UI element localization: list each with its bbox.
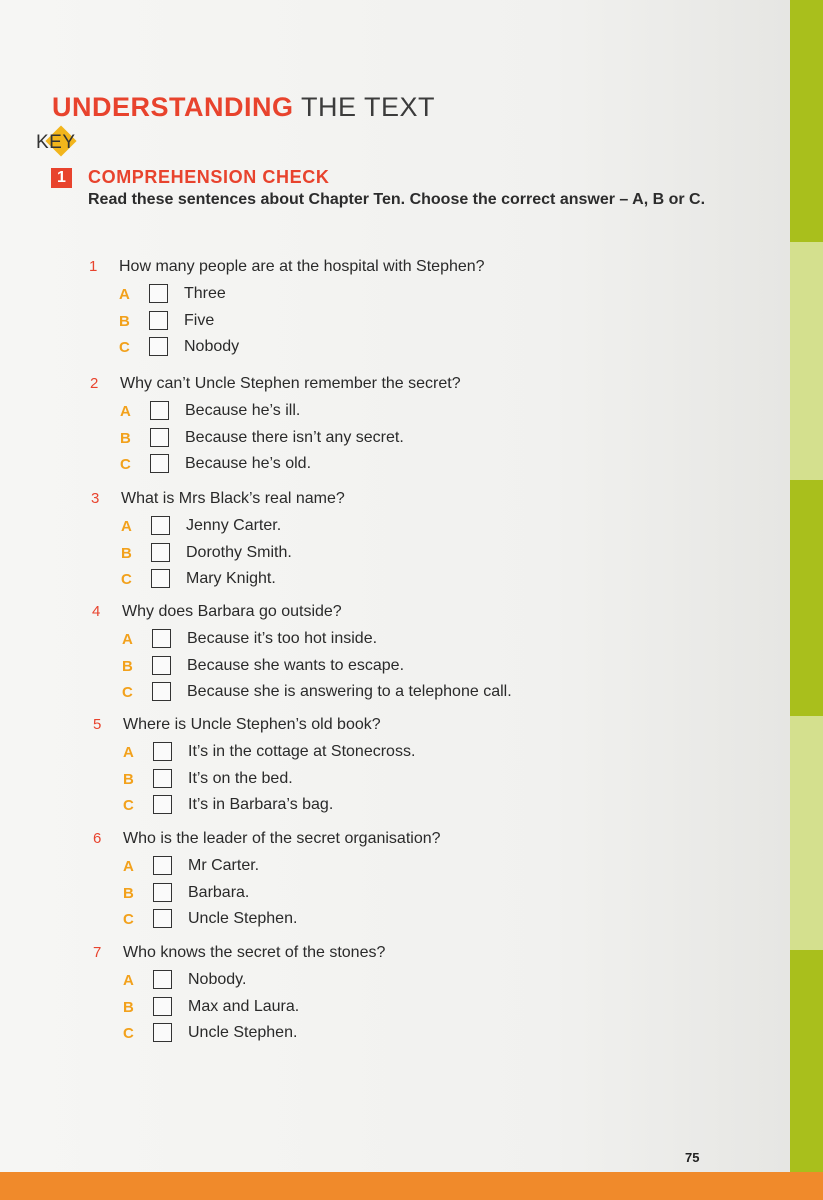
question-text: Who is the leader of the secret organisation?	[123, 830, 441, 847]
option-text: Because it’s too hot inside.	[187, 630, 378, 647]
option-letter: A	[123, 744, 134, 761]
option-text: It’s in the cottage at Stonecross.	[188, 743, 416, 760]
answer-checkbox[interactable]	[151, 569, 170, 588]
option-letter: C	[123, 911, 134, 929]
answer-checkbox[interactable]	[150, 401, 169, 420]
exercise-instructions: Read these sentences about Chapter Ten. Choose the correct answer – A, B or C.	[88, 191, 706, 208]
answer-checkbox[interactable]	[153, 1023, 172, 1042]
tab-green-light	[790, 242, 823, 480]
answer-checkbox[interactable]	[152, 656, 171, 675]
option-text: Nobody.	[188, 971, 247, 988]
page-number: 75	[685, 1150, 700, 1165]
option-text: Because she wants to escape.	[187, 656, 405, 674]
question-number: 4	[92, 603, 101, 620]
option-letter: A	[122, 631, 133, 648]
option-text: It’s on the bed.	[188, 769, 293, 787]
answer-checkbox[interactable]	[153, 883, 172, 902]
answer-checkbox[interactable]	[153, 970, 172, 989]
question-number: 7	[93, 944, 102, 961]
option-letter: A	[123, 972, 134, 989]
answer-checkbox[interactable]	[149, 337, 168, 356]
option-letter: C	[119, 339, 130, 357]
tab-green-dark	[790, 950, 823, 1172]
question-number: 5	[93, 716, 102, 733]
option-letter: B	[120, 429, 131, 447]
option-letter: B	[121, 544, 132, 562]
answer-checkbox[interactable]	[152, 682, 171, 701]
section-title	[52, 92, 435, 123]
key-label: KEY	[36, 132, 76, 153]
option-text: Because he’s ill.	[185, 402, 301, 419]
option-text: Because she is answering to a telephone call.	[187, 683, 512, 701]
answer-checkbox[interactable]	[153, 997, 172, 1016]
answer-checkbox[interactable]	[150, 454, 169, 473]
option-letter: B	[119, 312, 130, 330]
question-number: 2	[90, 375, 99, 392]
option-letter: C	[122, 684, 133, 702]
answer-checkbox[interactable]	[153, 856, 172, 875]
question-text: Who knows the secret of the stones?	[123, 944, 386, 961]
option-text: Five	[184, 311, 215, 329]
bottom-color-bar	[0, 1172, 823, 1200]
option-text: Mary Knight.	[186, 570, 276, 588]
chapter-color-tabs	[790, 0, 823, 1172]
option-letter: C	[123, 1025, 134, 1043]
answer-checkbox[interactable]	[151, 543, 170, 562]
answer-checkbox[interactable]	[153, 769, 172, 788]
option-letter: C	[123, 797, 134, 815]
answer-checkbox[interactable]	[149, 311, 168, 330]
tab-green-light	[790, 716, 823, 950]
question-text: How many people are at the hospital with Stephen?	[119, 258, 485, 275]
option-text: Uncle Stephen.	[188, 910, 298, 928]
question-text: Where is Uncle Stephen’s old book?	[123, 716, 381, 733]
answer-checkbox[interactable]	[149, 284, 168, 303]
option-letter: A	[123, 858, 134, 875]
option-text: Uncle Stephen.	[188, 1024, 298, 1042]
option-text: Jenny Carter.	[186, 517, 282, 534]
option-text: Mr Carter.	[188, 857, 260, 874]
question-number: 1	[89, 258, 98, 275]
section-title-highlight: UNDERSTANDING	[52, 92, 294, 122]
answer-checkbox[interactable]	[150, 428, 169, 447]
option-letter: B	[123, 770, 134, 788]
option-letter: B	[122, 657, 133, 675]
option-letter: A	[121, 518, 132, 535]
option-text: Three	[184, 285, 226, 302]
question-text: Why does Barbara go outside?	[122, 603, 342, 620]
option-letter: A	[120, 403, 131, 420]
option-text: Barbara.	[188, 883, 250, 901]
option-letter: B	[123, 884, 134, 902]
section-title-rest: THE TEXT	[301, 92, 436, 122]
option-text: Nobody	[184, 338, 240, 356]
exercise-title: COMPREHENSION CHECK	[88, 167, 330, 187]
tab-green-dark	[790, 480, 823, 716]
answer-checkbox[interactable]	[151, 516, 170, 535]
key-badge	[36, 128, 92, 162]
question-number: 3	[91, 490, 100, 507]
answer-checkbox[interactable]	[153, 909, 172, 928]
option-text: Max and Laura.	[188, 997, 300, 1015]
question-number: 6	[93, 830, 102, 847]
option-text: Because he’s old.	[185, 455, 312, 473]
option-letter: B	[123, 998, 134, 1016]
option-text: Because there isn’t any secret.	[185, 428, 404, 446]
answer-checkbox[interactable]	[152, 629, 171, 648]
answer-checkbox[interactable]	[153, 795, 172, 814]
answer-checkbox[interactable]	[153, 742, 172, 761]
tab-green-dark	[790, 0, 823, 242]
option-text: It’s in Barbara’s bag.	[188, 796, 334, 814]
option-letter: C	[120, 456, 131, 474]
option-letter: C	[121, 571, 132, 589]
option-letter: A	[119, 286, 130, 303]
exercise-number: 1	[51, 168, 72, 188]
option-text: Dorothy Smith.	[186, 543, 292, 561]
question-text: What is Mrs Black’s real name?	[121, 490, 345, 507]
question-text: Why can’t Uncle Stephen remember the secret?	[120, 375, 461, 392]
